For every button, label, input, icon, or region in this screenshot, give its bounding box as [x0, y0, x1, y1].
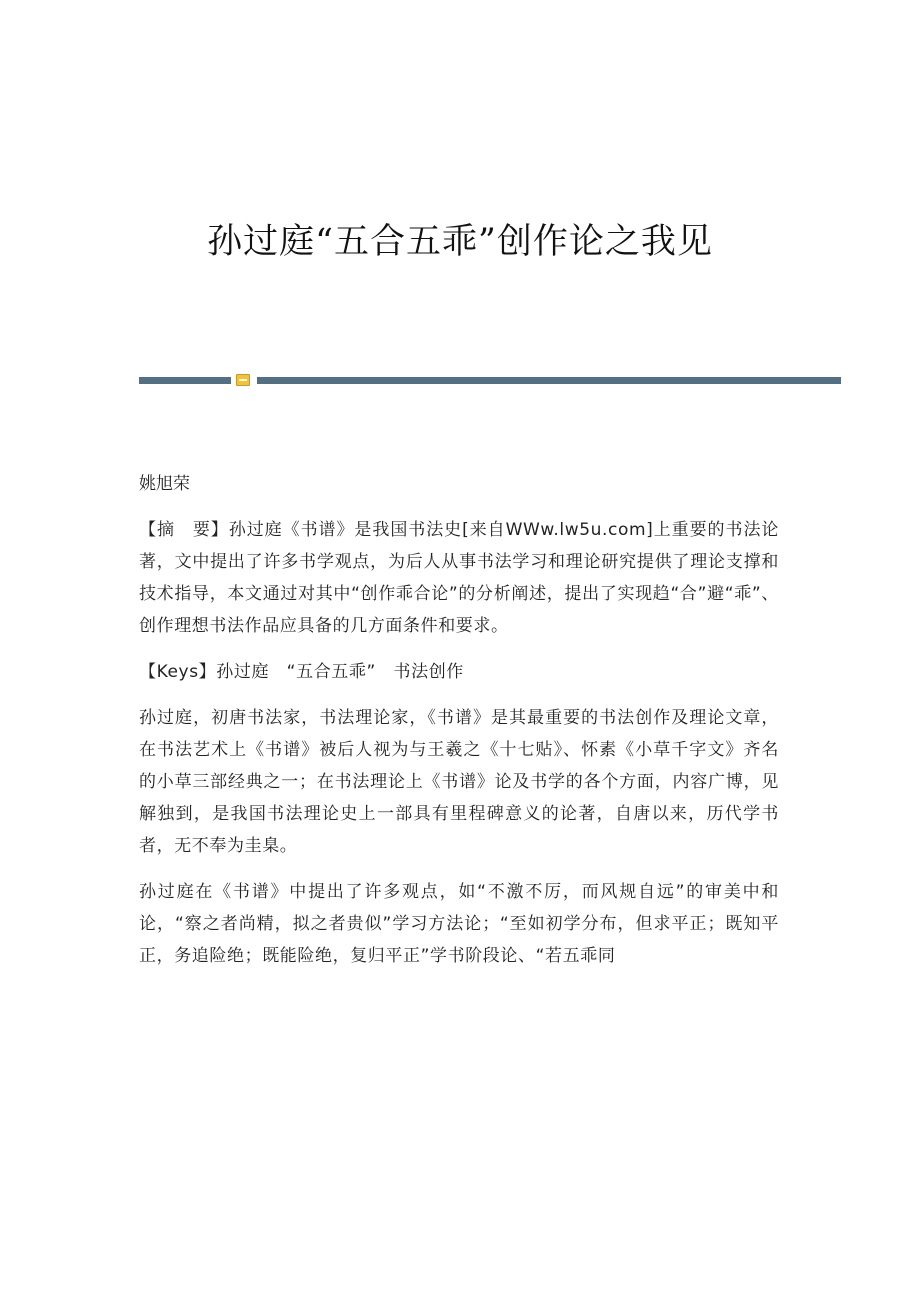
- author-name: 姚旭荣: [139, 474, 190, 494]
- abstract-label: 【摘 要】: [139, 520, 229, 540]
- keywords-paragraph: [139, 656, 779, 688]
- divider-ornament-icon: [236, 374, 250, 386]
- keywords-text: 孙过庭 “五合五乖” 书法创作: [216, 662, 464, 682]
- document-body: [139, 468, 779, 986]
- abstract-text: 孙过庭《书谱》是我国书法史[来自WWw.lw5u.com]上重要的书法论著，文中提出了许多书学观点，为后人从事书法学习和理论研究提供了理论支撑和技术指导，本文通过对其中“创作乖合论”的分析阐述，提出了实现趋“合”避“乖”、创作理想书法作品应具备的几方面条件和要求。: [139, 520, 779, 636]
- body-paragraph: 孙过庭在《书谱》中提出了许多观点，如“不激不厉，而风规自远”的审美中和论，“察之者尚精，拟之者贵似”学习方法论；“至如初学分布，但求平正；既知平正，务追险绝；既能险绝，复归平正”学书阶段论、“若五乖同: [139, 882, 779, 966]
- body-paragraph: 孙过庭，初唐书法家，书法理论家，《书谱》是其最重要的书法创作及理论文章，在书法艺术上《书谱》被后人视为与王羲之《十七贴》、怀素《小草千字文》齐名的小草三部经典之一；在书法理论上《书谱》论及书学的各个方面，内容广博，见解独到，是我国书法理论史上一部具有里程碑意义的论著，自唐以来，历代学书者，无不奉为圭臬。: [139, 708, 779, 856]
- abstract-paragraph: [139, 514, 779, 642]
- document-title: 孙过庭“五合五乖”创作论之我见: [207, 222, 713, 262]
- divider-bar-right: [257, 377, 841, 384]
- keywords-label: 【Keys】: [139, 662, 217, 682]
- title-divider: [139, 374, 841, 386]
- divider-bar-left: [139, 377, 231, 384]
